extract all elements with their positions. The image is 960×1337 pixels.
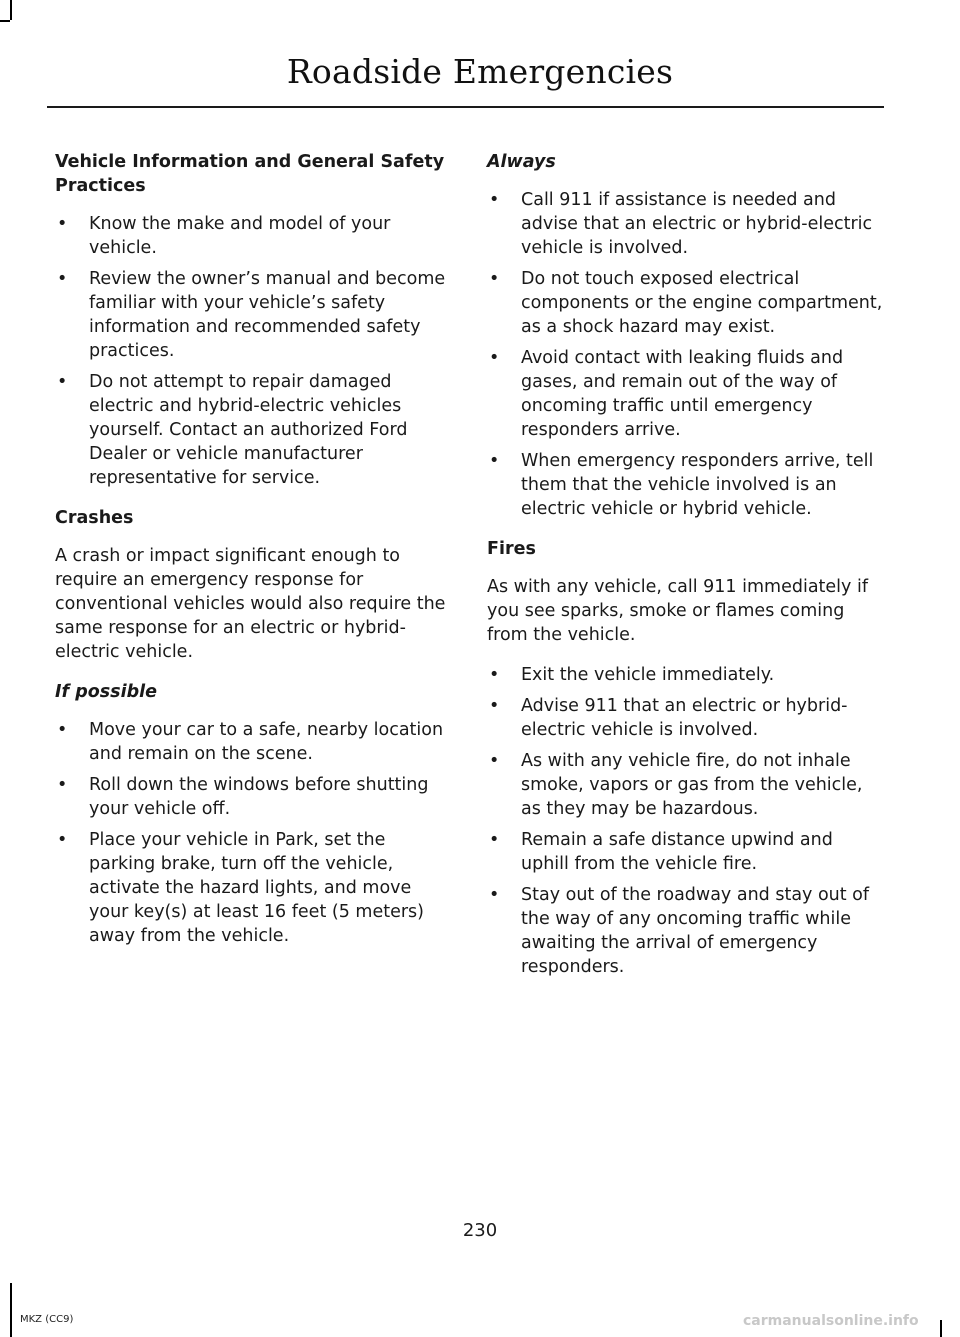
crop-mark-top-left-vertical — [10, 0, 12, 20]
list-item: • Do not touch exposed electrical components or the engine compartment, as a shock hazard may exist. — [489, 269, 883, 337]
watermark: carmanualsonline.info — [743, 1313, 919, 1329]
list-item: • Know the make and model of your vehicle. — [57, 214, 391, 258]
bullet-icon: • — [489, 451, 500, 471]
bullet-icon: • — [489, 269, 500, 289]
list-item: • Advise 911 that an electric or hybrid-electric vehicle is involved. — [489, 696, 848, 740]
heading-vehicle-information: Vehicle Information and General Safety Practices — [55, 152, 445, 196]
list-item: • Do not attempt to repair damaged electric and hybrid-electric vehicles yourself. Contact an authorized Ford Dealer or vehicle manufacturer representative for service. — [57, 372, 408, 488]
heading-if-possible: If possible — [55, 682, 157, 702]
left-column — [55, 150, 450, 964]
list-item: • Exit the vehicle immediately. — [489, 665, 775, 685]
heading-crashes: Crashes — [55, 508, 134, 528]
bullet-icon: • — [489, 348, 500, 368]
list-item: • Move your car to a safe, nearby location and remain on the scene. — [57, 720, 444, 764]
heading-always: Always — [487, 152, 556, 172]
bullet-icon: • — [489, 751, 500, 771]
list-item: • Call 911 if assistance is needed and advise that an electric or hybrid-electric vehicle is involved. — [489, 190, 873, 258]
bullet-icon: • — [489, 190, 500, 210]
list-item: • Place your vehicle in Park, set the parking brake, turn off the vehicle, activate the hazard lights, and move your key(s) at least 16 feet (5 meters) away from the vehicle. — [57, 830, 424, 946]
right-column — [487, 150, 885, 995]
crashes-paragraph: A crash or impact significant enough to require an emergency response for conventional vehicles would also require the same response for an electric or hybrid-electric vehicle. — [55, 546, 446, 662]
heading-fires: Fires — [487, 539, 536, 559]
bullet-icon: • — [489, 665, 500, 685]
crop-mark-top-left-horizontal — [0, 20, 10, 22]
list-item: • Review the owner’s manual and become familiar with your vehicle’s safety information and recommended safety practices. — [57, 269, 446, 361]
bullet-icon: • — [57, 214, 68, 234]
vehicle-info-list — [55, 212, 450, 490]
bullet-icon: • — [57, 372, 68, 392]
list-item: • Remain a safe distance upwind and uphill from the vehicle fire. — [489, 830, 833, 874]
fires-paragraph: As with any vehicle, call 911 immediately if you see sparks, smoke or flames coming from the vehicle. — [487, 577, 868, 645]
bullet-icon: • — [57, 269, 68, 289]
bullet-icon: • — [489, 885, 500, 905]
bullet-icon: • — [57, 775, 68, 795]
bullet-icon: • — [57, 720, 68, 740]
list-item: • Roll down the windows before shutting your vehicle off. — [57, 775, 429, 819]
list-item: • Stay out of the roadway and stay out of the way of any oncoming traffic while awaiting the arrival of emergency responders. — [489, 885, 870, 977]
if-possible-list — [55, 718, 450, 948]
crop-mark-bottom-right-vertical — [940, 1320, 942, 1337]
bullet-icon: • — [489, 830, 500, 850]
always-list — [487, 188, 885, 521]
title-divider — [47, 106, 884, 108]
model-code: MKZ (CC9) — [20, 1314, 74, 1325]
list-item: • Avoid contact with leaking fluids and gases, and remain out of the way of oncoming traffic until emergency responders arrive. — [489, 348, 844, 440]
page-number: 230 — [462, 1220, 498, 1241]
page-title: Roadside Emergencies — [286, 52, 674, 91]
fires-list — [487, 663, 885, 979]
crop-mark-bottom-left-vertical — [10, 1283, 12, 1337]
bullet-icon: • — [489, 696, 500, 716]
list-item: • As with any vehicle fire, do not inhale smoke, vapors or gas from the vehicle, as they may be hazardous. — [489, 751, 863, 819]
list-item: • When emergency responders arrive, tell them that the vehicle involved is an electric vehicle or hybrid vehicle. — [489, 451, 874, 519]
bullet-icon: • — [57, 830, 68, 850]
